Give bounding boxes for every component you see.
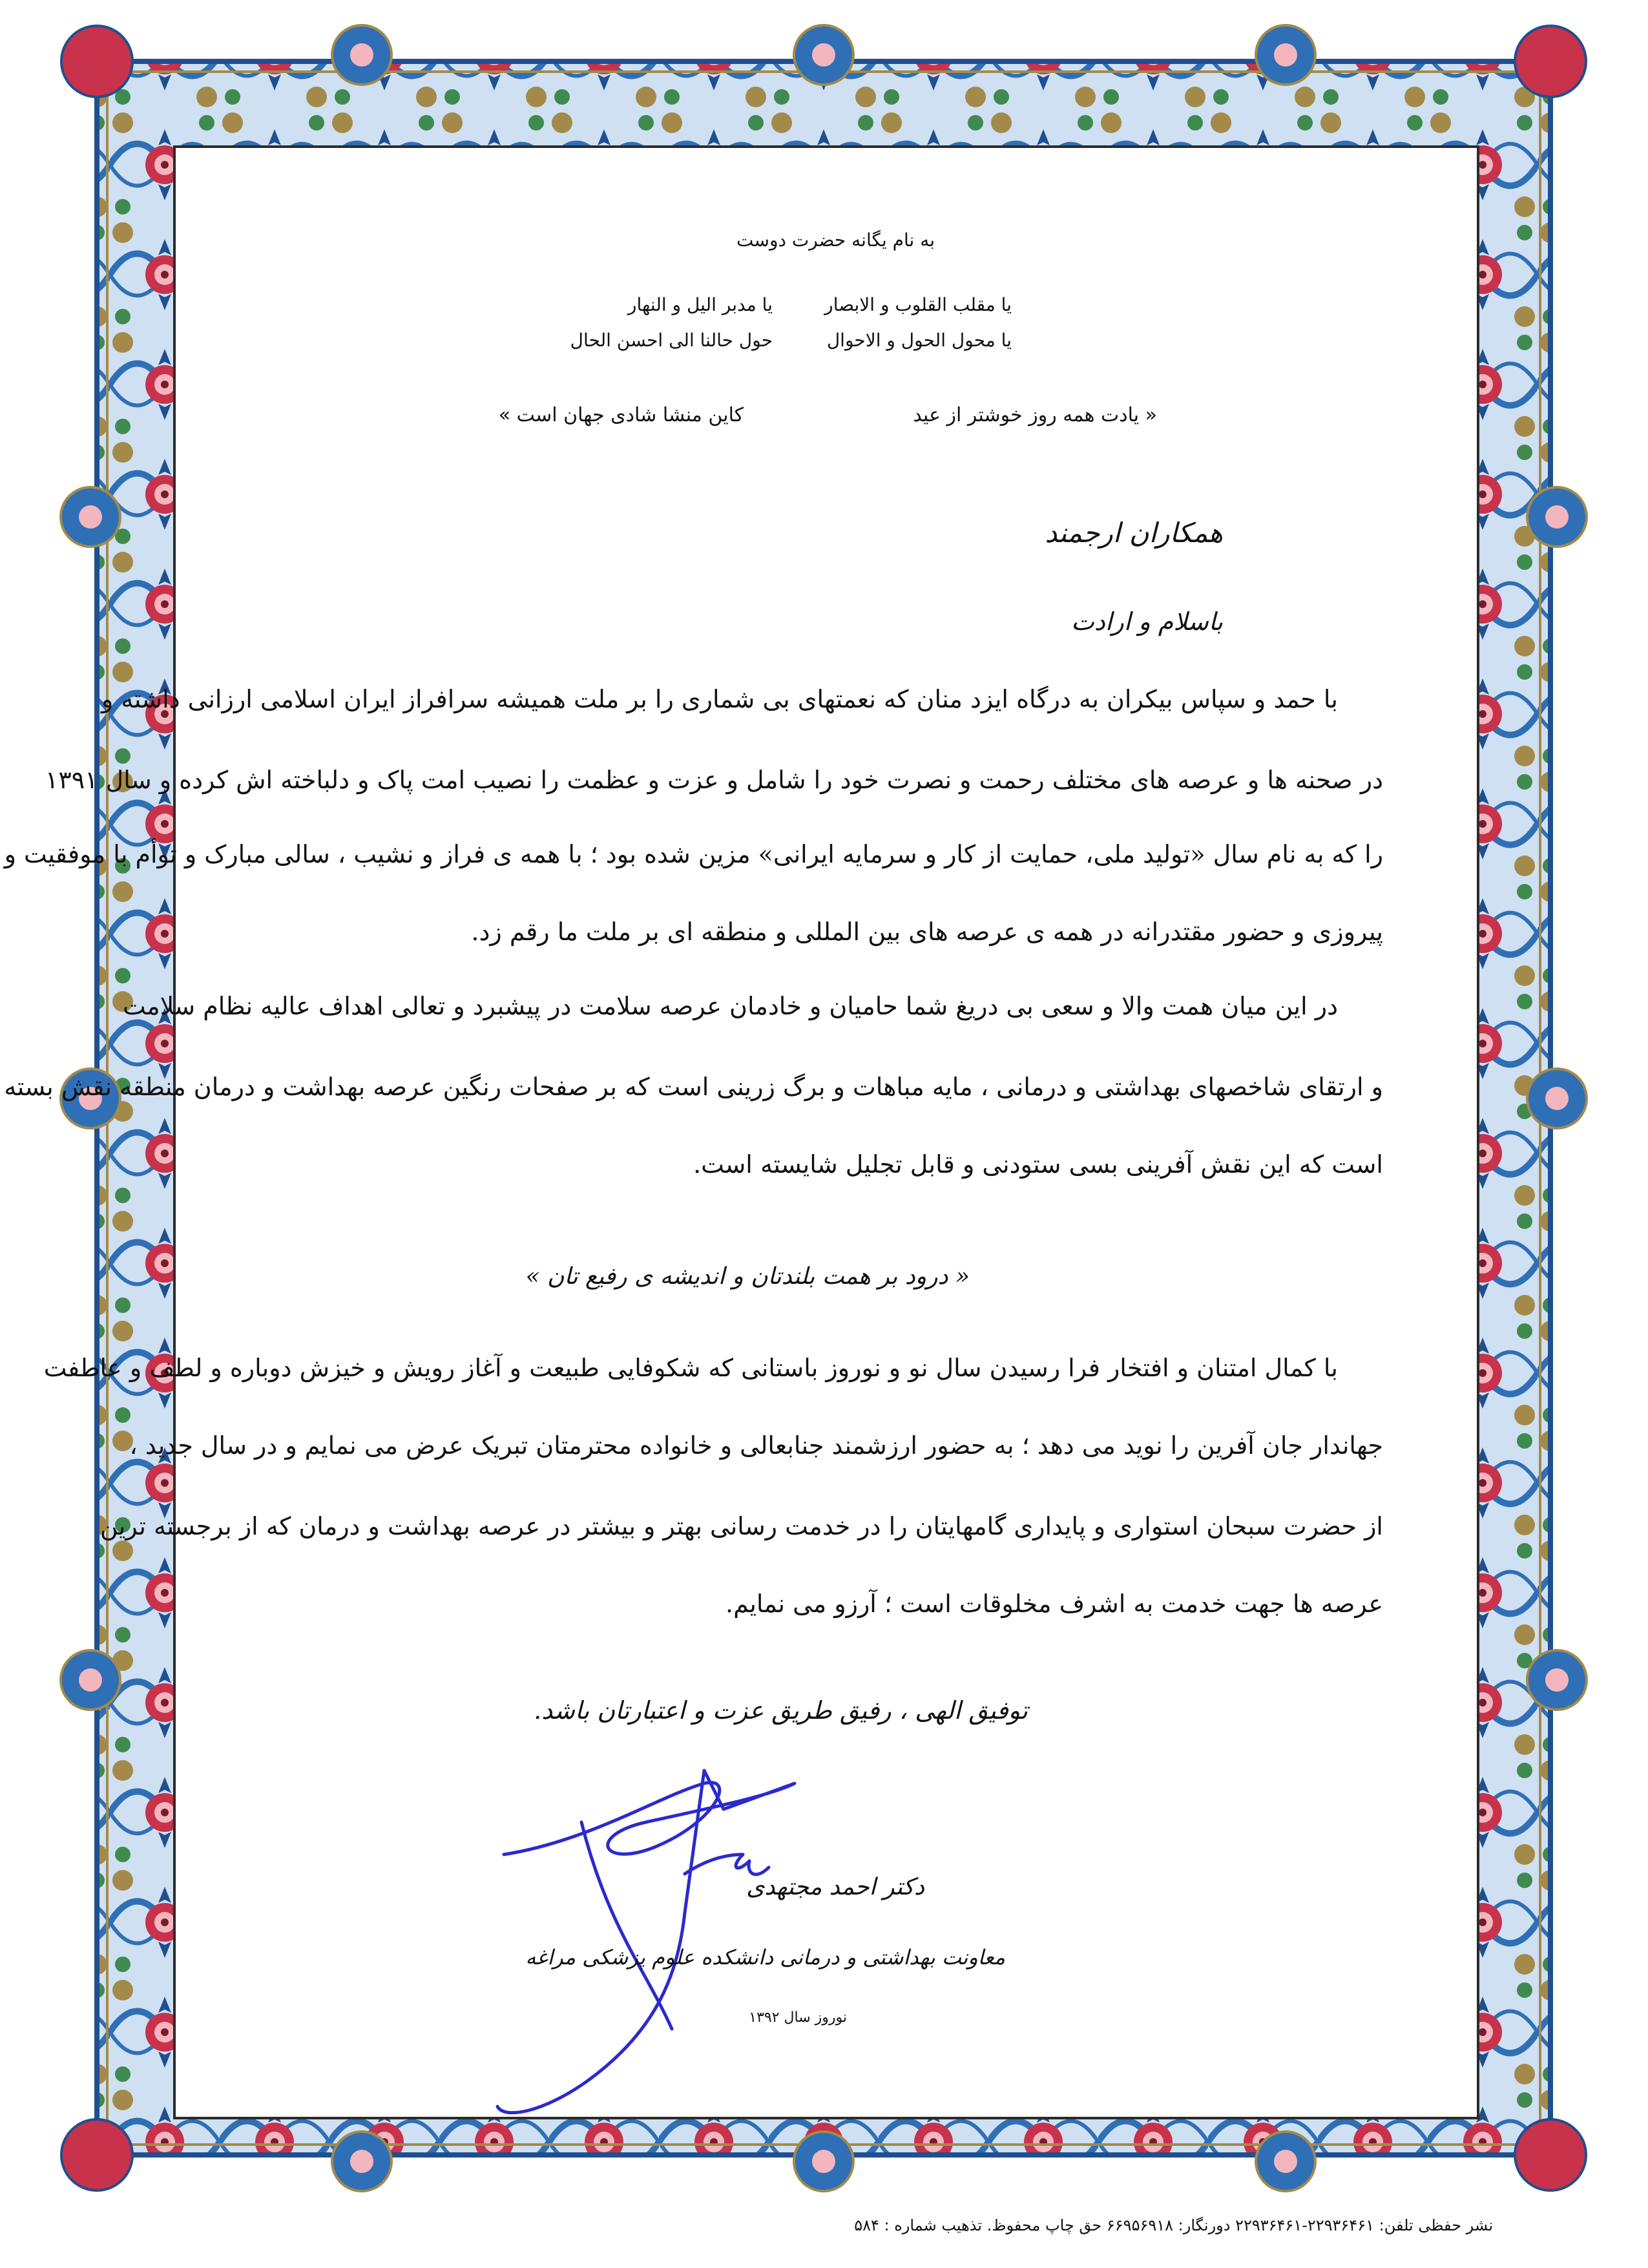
closing: توفیق الهی ، رفیق طریق عزت و اعتبارتان باشد. [534,1696,1028,1725]
signature-date: نوروز سال ۱۳۹۲ [749,2010,847,2026]
signatory-name: دکتر احمد مجتهدی [746,1874,924,1900]
signatory-title: معاونت بهداشتی و درمانی دانشکده علوم پزشکی مراغه [525,1945,1005,1969]
salutation: همکاران ارجمند [1045,517,1223,549]
paragraph-3-line-3: از حضرت سبحان استواری و پایداری گامهایتان را در خدمت رسانی بهتر و بیشتر در عرصه بهداشت و درمان که از برجسته ترین [99,1512,1383,1540]
paragraph-3-line-1: با کمال امتنان و افتخار فرا رسیدن سال نو و نوروز باستانی که شکوفایی طبیعت و آغاز رویش و خیزش دوباره و لطف و عاطفت [43,1354,1338,1382]
dua-right-1: یا مقلب القلوب و الابصار [824,294,1012,315]
paragraph-3-line-4: عرصه ها جهت خدمت به اشرف مخلوقات است ؛ آرزو می نمایم. [725,1590,1383,1618]
paragraph-1-line-2: در صحنه ها و عرصه های مختلف رحمت و نصرت خود را شامل و عزت و عظمت را نصیب امت پاک و دلباخته اش کرده و سال ۱۳۹۱ [45,766,1383,794]
greeting: باسلام و ارادت [1071,607,1223,636]
paragraph-1-line-1: با حمد و سپاس بیکران به درگاه ایزد منان که نعمتهای بی شماری را بر ملت همیشه سرافراز ایران اسلامی ارزانی داشته و [101,685,1338,713]
invocation: به نام یگانه حضرت دوست [736,229,935,251]
dua-left-1: یا مدبر الیل و النهار [627,294,773,315]
paragraph-1-line-3: را که به نام سال «تولید ملی، حمایت از کار و سرمایه ایرانی» مزین شده بود ؛ با همه ی فراز و نشیب ، سالی مبارک و توأم با موفقیت و [4,840,1383,868]
poem-right: « یادت همه روز خوشتر از عید [913,404,1157,426]
dua-left-2: حول حالنا الی احسن الحال [570,330,773,351]
dua-right-2: یا محول الحول و الاحوال [826,330,1012,351]
paragraph-1-line-4: پیروزی و حضور مقتدرانه در همه ی عرصه های بین المللی و منطقه ای بر ملت ما رقم زد. [471,918,1383,946]
poem-left: کاین منشا شادی جهان است » [498,404,744,426]
paragraph-2-line-1: در این میان همت والا و سعی بی دریغ شما حامیان و خادمان عرصه سلامت در پیشبرد و تعالی اهداف عالیه نظام سلامت [122,992,1338,1020]
paragraph-2-line-2: و ارتقای شاخصهای بهداشتی و درمانی ، مایه مباهات و برگ زرینی است که بر صفحات رنگین عرصه بهداشت و درمان منطقه نقش بسته [4,1073,1383,1101]
paragraph-3-line-2: جهاندار جان آفرین را نوید می دهد ؛ به حضور ارزشمند جنابعالی و خانواده محترمتان تبریک عرض می نمایم و در سال جدید ، [129,1431,1383,1460]
paragraph-2-line-3: است که این نقش آفرینی بسی ستودنی و قابل تجلیل شایسته است. [693,1150,1383,1179]
signature-scribble [491,1758,853,2119]
publisher-footer: نشر حفظی تلفن: ۲۲۹۳۶۴۶۱-۲۲۹۳۶۴۶۱ دورنگار: ۶۶۹۵۶۹۱۸ حق چاپ محفوظ. تذهیب شماره : ۵۸۴ [854,2216,1493,2234]
quote: « درود بر همت بلندتان و اندیشه ی رفیع تان » [525,1263,970,1290]
